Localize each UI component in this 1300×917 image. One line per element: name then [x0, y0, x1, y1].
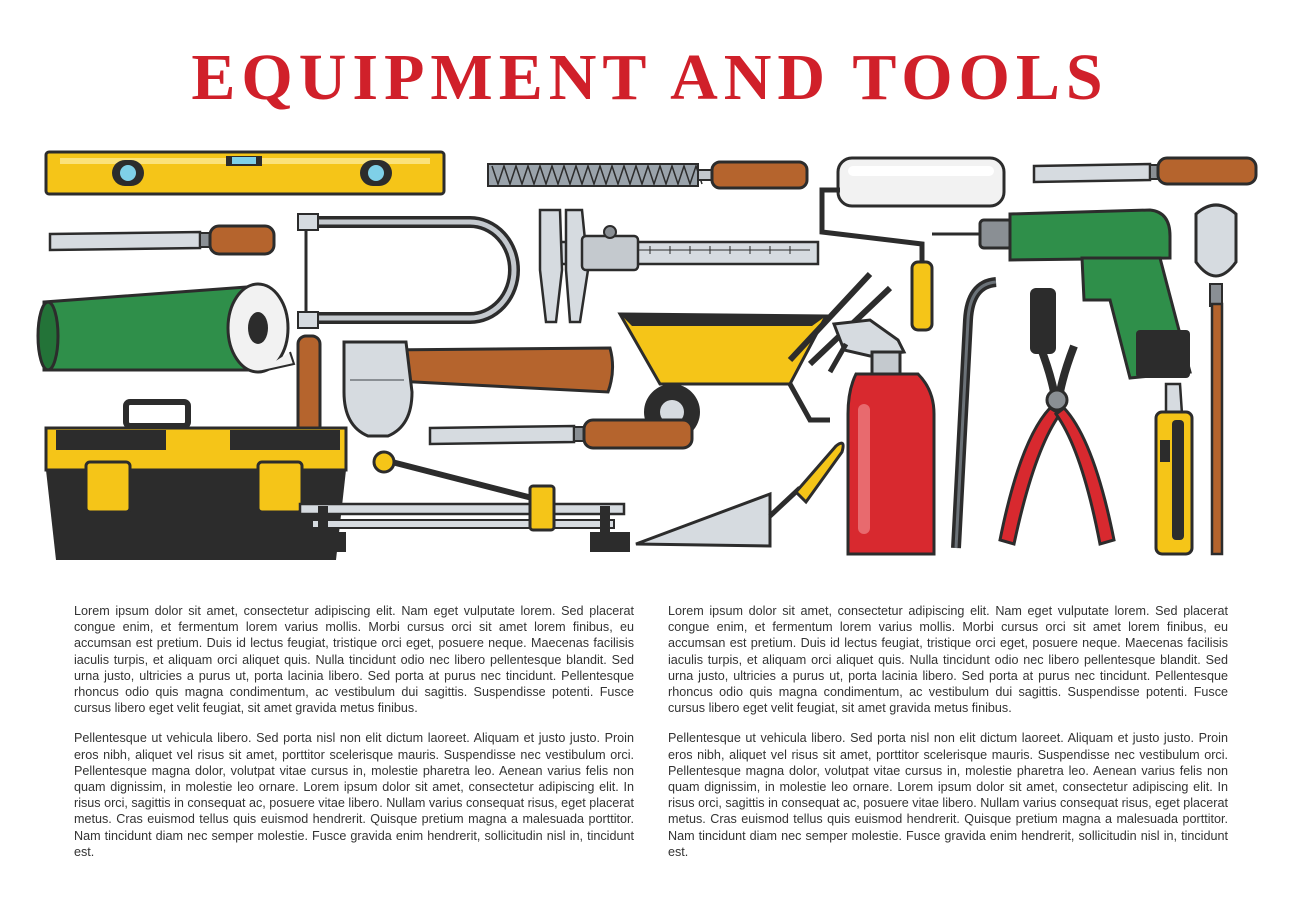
paragraph: Pellentesque ut vehicula libero. Sed porta nisl non elit dictum laoreet. Aliquam et justo justo. Proin eros nibh, aliquet vel risus sit amet, porttitor scelerisque mauris. Suspendisse nec vestibulum orci. Pellentesque magna dolor, volutpat vitae cursus in, molestie pharetra leo. Aenean varius felis non quam dignissim, in molestie leo ornare. Lorem ipsum dolor sit amet, consectetur adipiscing elit. In risus orci, sagittis in consequat ac, posuere vitae libero. Nullam varius consequat risus, eget placerat metus. Cras euismod tellus quis euismod hendrerit. Quisque pretium magna a malesuada porttitor. Nam tincidunt diam nec semper molestie. Fusce gravida enim hendrerit, sollicitudin nisl in, tincidunt est. — [668, 731, 1228, 859]
pliers-icon — [1000, 346, 1114, 544]
text-column-right — [668, 603, 1228, 874]
axe-icon — [344, 342, 613, 436]
shovel-icon — [1196, 205, 1236, 554]
chisel-icon — [1034, 158, 1256, 184]
paragraph: Lorem ipsum dolor sit amet, consectetur adipiscing elit. Nam eget vulputate lorem. Sed placerat congue enim, et fermentum lorem varius mollis. Morbi cursus orci sit amet lorem finibus, eu accumsan est pretium. Duis id lectus feugiat, tristique orci eget, posuere neque. Maecenas facilisis iaculis turpis, et aliquam orci aliquet quis. Nulla tincidunt odio nec libero pellentesque blandit. Sed urna justo, ultricies a purus ut, porta lacinia libero. Sed porta at purus nec tincidunt. Pellentesque rhoncus odio quis magna condimentum, ac vestibulum dui sagittis. Suspendisse potenti. Fusce cursus libero eget velit feugiat, sit amet gravida metus finibus. — [668, 604, 1228, 716]
wallpaper-roll-icon — [38, 284, 294, 372]
paint-roller-icon — [822, 158, 1004, 330]
paragraph: Lorem ipsum dolor sit amet, consectetur adipiscing elit. Nam eget vulputate lorem. Sed placerat congue enim, et fermentum lorem varius mollis. Morbi cursus orci sit amet lorem finibus, eu accumsan est pretium. Duis id lectus feugiat, tristique orci eget, posuere neque. Maecenas facilisis iaculis turpis, et aliquam orci aliquet quis. Nulla tincidunt odio nec libero pellentesque blandit. Sed urna justo, ultricies a purus ut, porta lacinia libero. Sed porta at purus nec tincidunt. Pellentesque rhoncus odio quis magna condimentum, ac vestibulum dui sagittis. Suspendisse potenti. Fusce cursus libero eget velit feugiat, sit amet gravida metus finibus. — [74, 604, 634, 716]
crowbar-icon — [956, 282, 996, 548]
text-column-left — [74, 603, 634, 874]
spirit-level-icon — [46, 152, 444, 194]
utility-knife-icon — [1156, 384, 1192, 554]
tile-cutter-icon — [300, 452, 630, 552]
file-icon — [488, 162, 807, 188]
chisel-icon — [50, 226, 274, 254]
spray-bottle-icon — [830, 320, 934, 554]
trowel-icon — [636, 443, 843, 546]
page-title: EQUIPMENT AND TOOLS — [191, 41, 1109, 114]
caliper-icon — [540, 210, 818, 322]
chisel-icon — [430, 420, 692, 448]
paragraph: Pellentesque ut vehicula libero. Sed porta nisl non elit dictum laoreet. Aliquam et justo justo. Proin eros nibh, aliquet vel risus sit amet, porttitor scelerisque mauris. Suspendisse nec vestibulum orci. Pellentesque magna dolor, volutpat vitae cursus in, molestie pharetra leo. Aenean varius felis non quam dignissim, in molestie leo ornare. Lorem ipsum dolor sit amet, consectetur adipiscing elit. In risus orci, sagittis in consequat ac, posuere vitae libero. Nullam varius consequat risus, eget placerat metus. Cras euismod tellus quis euismod hendrerit. Quisque pretium magna a malesuada porttitor. Nam tincidunt diam nec semper molestie. Fusce gravida enim hendrerit, sollicitudin nisl in, tincidunt est. — [74, 731, 634, 859]
